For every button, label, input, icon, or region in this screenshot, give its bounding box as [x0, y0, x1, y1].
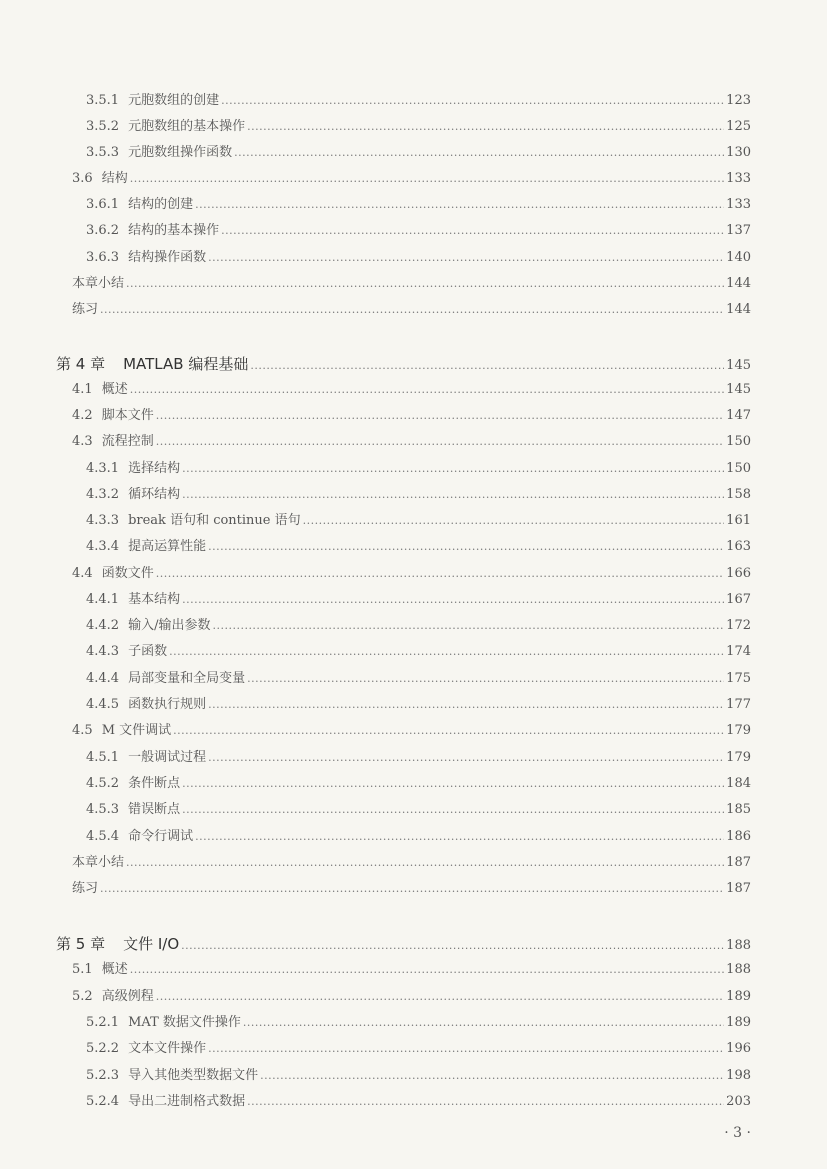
toc-chapter-number: 第 4 章 [56, 355, 106, 373]
toc-entry-3-5-2[interactable] [86, 117, 751, 137]
toc-entry-4-3-4[interactable] [86, 537, 751, 557]
toc-entry-4-3[interactable] [72, 432, 751, 452]
toc-number: 4.4.4 [86, 671, 120, 686]
toc-entry-5-2-1[interactable] [86, 1013, 751, 1033]
toc-page: 172 [726, 618, 751, 633]
dot-leader [130, 380, 724, 400]
dot-leader [208, 537, 724, 557]
dot-leader [234, 143, 724, 163]
toc-title: 元胞数组的创建 [128, 93, 220, 108]
dot-leader [182, 459, 724, 479]
toc-number: 4.4.5 [86, 697, 120, 712]
toc-number: 4.4.1 [86, 592, 120, 607]
dot-leader [212, 616, 724, 636]
toc-entry-ch3-exercises[interactable] [72, 300, 751, 320]
toc-number: 3.5.1 [86, 93, 120, 108]
toc-title: 导出二进制格式数据 [128, 1094, 246, 1109]
dot-leader [208, 1039, 724, 1059]
toc-title: 基本结构 [128, 592, 181, 607]
toc-number: 3.6.3 [86, 250, 120, 265]
toc-entry-4-4-4[interactable] [86, 669, 751, 689]
toc-number: 3.5.3 [86, 145, 120, 160]
toc-number: 4.5.1 [86, 750, 120, 765]
toc-entry-4-5-3[interactable] [86, 800, 751, 820]
dot-leader [247, 1092, 724, 1112]
toc-title: MAT 数据文件操作 [128, 1015, 241, 1030]
toc-chapter-number: 第 5 章 [56, 935, 106, 953]
toc-title: break 语句和 continue 语句 [128, 513, 301, 528]
toc-page: 130 [726, 145, 751, 160]
toc-number: 4.2 [72, 408, 93, 423]
toc-page: 147 [726, 408, 751, 423]
toc-title: 错误断点 [128, 802, 181, 817]
toc-entry-4-4-2[interactable] [86, 616, 751, 636]
toc-title: 元胞数组操作函数 [128, 145, 233, 160]
toc-entry-4-1[interactable] [72, 380, 751, 400]
dot-leader [250, 356, 724, 376]
toc-entry-3-6-3[interactable] [86, 248, 751, 268]
toc-page: 166 [726, 566, 751, 581]
toc-page: 161 [726, 513, 751, 528]
dot-leader [130, 169, 724, 189]
toc-entry-5-2-2[interactable] [86, 1039, 751, 1059]
toc-number: 4.1 [72, 382, 93, 397]
dot-leader [260, 1066, 724, 1086]
dot-leader [182, 774, 724, 794]
toc-number: 4.3.2 [86, 487, 120, 502]
toc-page: 144 [726, 276, 751, 291]
dot-leader [156, 406, 724, 426]
dot-leader [156, 432, 724, 452]
toc-entry-4-2[interactable] [72, 406, 751, 426]
toc-number: 4.5 [72, 723, 93, 738]
toc-page: 163 [726, 539, 751, 554]
toc-number: 4.5.4 [86, 829, 120, 844]
toc-title: 子函数 [128, 644, 168, 659]
toc-entry-3-6-2[interactable] [86, 221, 751, 241]
toc-title: 本章小结 [72, 855, 125, 870]
toc-entry-4-4-3[interactable] [86, 642, 751, 662]
dot-leader [208, 695, 724, 715]
toc-number: 3.5.2 [86, 119, 120, 134]
toc-chapter-title: MATLAB 编程基础 [123, 355, 249, 373]
toc-page: 198 [726, 1068, 751, 1083]
toc-entry-4-3-2[interactable] [86, 485, 751, 505]
toc-page: 184 [726, 776, 751, 791]
toc-page: 187 [726, 881, 751, 896]
toc-title: 结构的创建 [128, 197, 194, 212]
toc-number: 5.1 [72, 962, 93, 977]
toc-title: 函数文件 [101, 566, 154, 581]
toc-entry-5-2[interactable] [72, 987, 751, 1007]
dot-leader [182, 485, 724, 505]
toc-entry-4-5[interactable] [72, 721, 751, 741]
toc-number: 5.2.2 [86, 1041, 120, 1056]
toc-page: 174 [726, 644, 751, 659]
toc-page: 189 [726, 989, 751, 1004]
dot-leader [195, 195, 724, 215]
toc-title: 文本文件操作 [128, 1041, 207, 1056]
toc-title: 高级例程 [101, 989, 154, 1004]
toc-title: 结构操作函数 [128, 250, 207, 265]
toc-entry-5-1[interactable] [72, 960, 751, 980]
toc-title: 概述 [101, 382, 128, 397]
toc-title: 循环结构 [128, 487, 181, 502]
toc-page: 133 [726, 171, 751, 186]
toc-number: 4.3.3 [86, 513, 120, 528]
toc-title: 练习 [72, 302, 99, 317]
toc-page: 145 [726, 358, 751, 373]
toc-entry-4-4-1[interactable] [86, 590, 751, 610]
toc-page: 185 [726, 802, 751, 817]
dot-leader [100, 879, 724, 899]
toc-entry-4-4[interactable] [72, 564, 751, 584]
toc-entry-ch4-exercises[interactable] [72, 879, 751, 899]
toc-page: 150 [726, 461, 751, 476]
toc-entry-ch4-summary[interactable] [72, 853, 751, 873]
toc-page: 179 [726, 750, 751, 765]
toc-entry-ch3-summary[interactable] [72, 274, 751, 294]
toc-number: 4.4.3 [86, 644, 120, 659]
toc-number: 4.4 [72, 566, 93, 581]
toc-number: 3.6.1 [86, 197, 120, 212]
toc-chapter-title: 文件 I/O [123, 935, 180, 953]
toc-number: 3.6.2 [86, 223, 120, 238]
toc-entry-3-6[interactable] [72, 169, 751, 189]
dot-leader [126, 853, 724, 873]
toc-number: 4.3.4 [86, 539, 120, 554]
toc-entry-3-6-1[interactable] [86, 195, 751, 215]
dot-leader [100, 300, 724, 320]
toc-number: 5.2.3 [86, 1068, 120, 1083]
toc-page: 133 [726, 197, 751, 212]
toc-number: 5.2.4 [86, 1094, 120, 1109]
toc-page: 188 [726, 938, 751, 953]
toc-page: 123 [726, 93, 751, 108]
toc-chapter-5[interactable] [56, 934, 751, 954]
toc-number: 3.6 [72, 171, 93, 186]
toc-entry-4-5-2[interactable] [86, 774, 751, 794]
dot-leader [130, 960, 724, 980]
toc-page: 167 [726, 592, 751, 607]
dot-leader [126, 274, 724, 294]
dot-leader [247, 669, 724, 689]
toc-page: 175 [726, 671, 751, 686]
toc-page: 144 [726, 302, 751, 317]
toc-page: 137 [726, 223, 751, 238]
dot-leader [221, 221, 724, 241]
dot-leader [156, 987, 724, 1007]
toc-entry-4-4-5[interactable] [86, 695, 751, 715]
toc-page: 179 [726, 723, 751, 738]
toc-title: M 文件调试 [101, 723, 172, 738]
toc-title: 条件断点 [128, 776, 181, 791]
toc-number: 5.2 [72, 989, 93, 1004]
page-number: · 3 · [724, 1125, 751, 1141]
toc-page: 188 [726, 962, 751, 977]
toc-number: 4.5.2 [86, 776, 120, 791]
toc-page: 140 [726, 250, 751, 265]
toc-page: 158 [726, 487, 751, 502]
toc-title: 结构的基本操作 [128, 223, 220, 238]
toc-entry-4-5-1[interactable] [86, 748, 751, 768]
dot-leader [303, 511, 725, 531]
dot-leader [181, 936, 724, 956]
toc-title: 本章小结 [72, 276, 125, 291]
toc-number: 4.4.2 [86, 618, 120, 633]
toc-entry-3-5-1[interactable] [86, 91, 751, 111]
toc-number: 4.3.1 [86, 461, 120, 476]
toc-title: 输入/输出参数 [128, 618, 211, 633]
toc-title: 结构 [101, 171, 128, 186]
toc-entry-3-5-3[interactable] [86, 143, 751, 163]
toc-page: 189 [726, 1015, 751, 1030]
toc-number: 4.3 [72, 434, 93, 449]
dot-leader [208, 748, 724, 768]
dot-leader [182, 590, 724, 610]
toc-title: 脚本文件 [101, 408, 154, 423]
toc-page: 150 [726, 434, 751, 449]
toc-title: 练习 [72, 881, 99, 896]
toc-title: 概述 [101, 962, 128, 977]
toc-entry-5-2-3[interactable] [86, 1066, 751, 1086]
toc-page: 196 [726, 1041, 751, 1056]
dot-leader [173, 721, 724, 741]
toc-chapter-4[interactable] [56, 354, 751, 374]
toc-title: 导入其他类型数据文件 [128, 1068, 259, 1083]
toc-title: 一般调试过程 [128, 750, 207, 765]
toc-page: 125 [726, 119, 751, 134]
toc-page: 177 [726, 697, 751, 712]
dot-leader [243, 1013, 724, 1033]
toc-title: 元胞数组的基本操作 [128, 119, 246, 134]
toc-number: 5.2.1 [86, 1015, 120, 1030]
toc-title: 提高运算性能 [128, 539, 207, 554]
dot-leader [156, 564, 724, 584]
toc-number: 4.5.3 [86, 802, 120, 817]
dot-leader [221, 91, 724, 111]
toc-title: 流程控制 [101, 434, 154, 449]
toc-title: 选择结构 [128, 461, 181, 476]
toc-entry-4-5-4[interactable] [86, 827, 751, 847]
toc-page: 186 [726, 829, 751, 844]
toc-title: 函数执行规则 [128, 697, 207, 712]
dot-leader [208, 248, 724, 268]
dot-leader [247, 117, 724, 137]
toc-entry-5-2-4[interactable] [86, 1092, 751, 1112]
toc-page: 203 [726, 1094, 751, 1109]
toc-entry-4-3-3[interactable] [86, 511, 751, 531]
toc-entry-4-3-1[interactable] [86, 459, 751, 479]
dot-leader [169, 642, 724, 662]
toc-page: 187 [726, 855, 751, 870]
dot-leader [195, 827, 724, 847]
toc-title: 局部变量和全局变量 [128, 671, 246, 686]
toc-title: 命令行调试 [128, 829, 194, 844]
dot-leader [182, 800, 724, 820]
toc-page: 145 [726, 382, 751, 397]
